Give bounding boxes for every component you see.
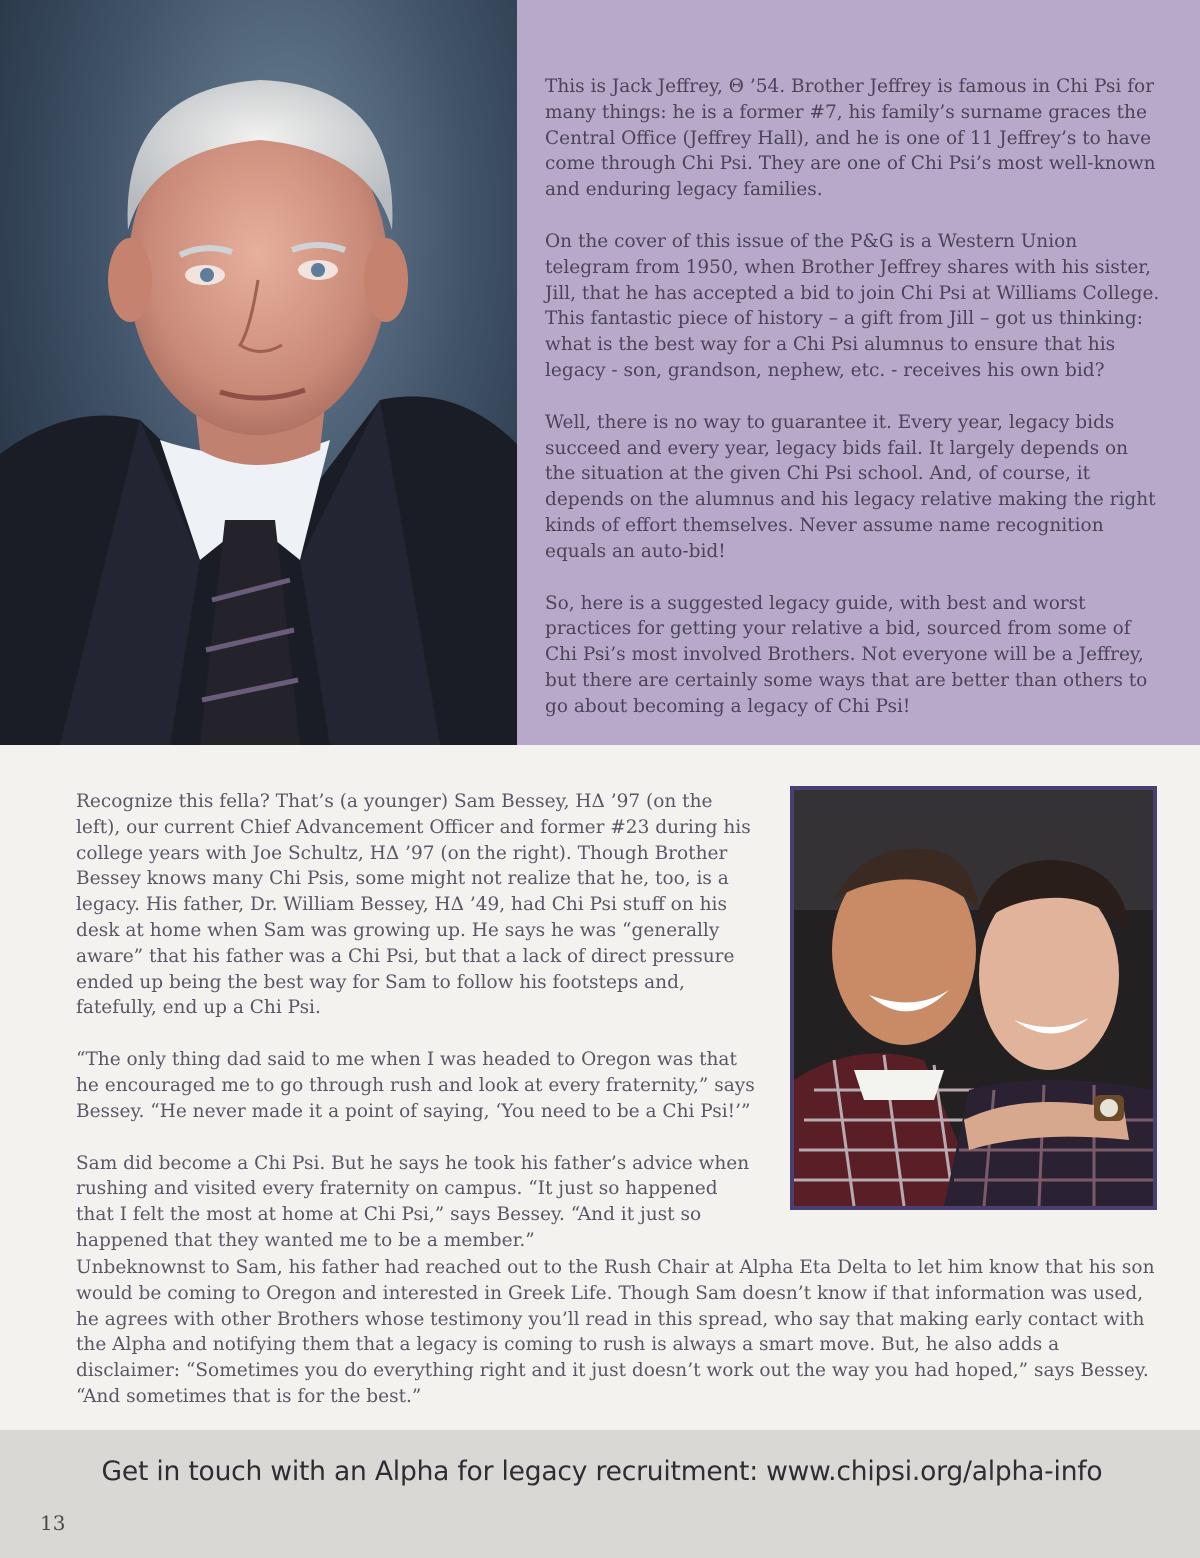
story-text bbox=[76, 789, 756, 1280]
alpha-info-cta: Get in touch with an Alpha for legacy recruitment: www.chipsi.org/alpha-info bbox=[101, 1456, 1103, 1487]
story-paragraph-1: Recognize this fella? That’s (a younger) Sam Bessey, HΔ ’97 (on the left), our current Chief Advancement Officer and former #23 during his college years with Joe Schultz, HΔ ’97 (on the right). Though Brother Bessey knows many Chi Psis, some might not realize that he, too, is a legacy. His father, Dr. William Bessey, HΔ ’49, had Chi Psi stuff on his desk at home when Sam was growing up. He says he was “generally aware” that his father was a Chi Psi, but that a lack of direct pressure ended up being the best way for Sam to follow his footsteps and, fatefully, end up a Chi Psi. bbox=[76, 791, 751, 1019]
intro-paragraph-1: This is Jack Jeffrey, Θ ’54. Brother Jeffrey is famous in Chi Psi for many things: he is a former #7, his family’s surname graces the Central Office (Jeffrey Hall), and he is one of 11 Jeffrey’s to have come through Chi Psi. They are one of Chi Psi’s most well-known and enduring legacy families. bbox=[545, 76, 1156, 201]
story-paragraph-3: Sam did become a Chi Psi. But he says he took his father’s advice when rushing and visited every fraternity on campus. “It just so happened that I felt the most at home at Chi Psi,” says Bessey. “And it just so happened that they wanted me to be a member.” bbox=[76, 1152, 750, 1251]
story-paragraph-2: “The only thing dad said to me when I was headed to Oregon was that he encouraged me to go through rush and look at every fraternity,” says Bessey. “He never made it a point of saying, ‘You need to be a Chi Psi!’” bbox=[76, 1049, 755, 1122]
photo-sam-bessey-joe-schultz bbox=[790, 786, 1157, 1210]
intro-text bbox=[545, 74, 1160, 746]
story-closing bbox=[76, 1255, 1156, 1436]
portrait-illustration bbox=[0, 0, 517, 745]
story-closing-paragraph: Unbeknownst to Sam, his father had reached out to the Rush Chair at Alpha Eta Delta to let him know that his son would be coming to Oregon and interested in Greek Life. Though Sam doesn’t know if that information was used, he agrees with other Brothers whose testimony you’ll read in this spread, who say that making early contact with the Alpha and notifying them that a legacy is coming to rush is always a smart move. But, he also adds a disclaimer: “Sometimes you do everything right and it just doesn’t work out the way you had hoped,” says Bessey. “And sometimes that is for the best.” bbox=[76, 1257, 1155, 1407]
intro-paragraph-2: On the cover of this issue of the P&G is a Western Union telegram from 1950, when Brother Jeffrey shares with his sister, Jill, that he has accepted a bid to join Chi Psi at Williams College. This fantastic piece of history – a gift from Jill – got us thinking: what is the best way for a Chi Psi alumnus to ensure that his legacy - son, grandson, nephew, etc. - receives his own bid? bbox=[545, 230, 1160, 381]
intro-section bbox=[0, 0, 1200, 745]
footer-band bbox=[0, 1430, 1200, 1558]
portrait-photo-jack-jeffrey bbox=[0, 0, 517, 745]
intro-paragraph-4: So, here is a suggested legacy guide, with best and worst practices for getting your relative a bid, sourced from some of Chi Psi’s most involved Brothers. Not everyone will be a Jeffrey, but there are certainly some ways that are better than others to go about becoming a legacy of Chi Psi! bbox=[545, 592, 1148, 717]
intro-paragraph-3: Well, there is no way to guarantee it. Every year, legacy bids succeed and every year, legacy bids fail. It largely depends on the situation at the given Chi Psi school. And, of course, it depends on the alumnus and his legacy relative making the right kinds of effort themselves. Never assume name recognition equals an auto-bid! bbox=[545, 411, 1156, 562]
intro-panel bbox=[517, 0, 1200, 745]
page-number: 13 bbox=[40, 1511, 66, 1535]
photo-illustration bbox=[794, 790, 1153, 1206]
